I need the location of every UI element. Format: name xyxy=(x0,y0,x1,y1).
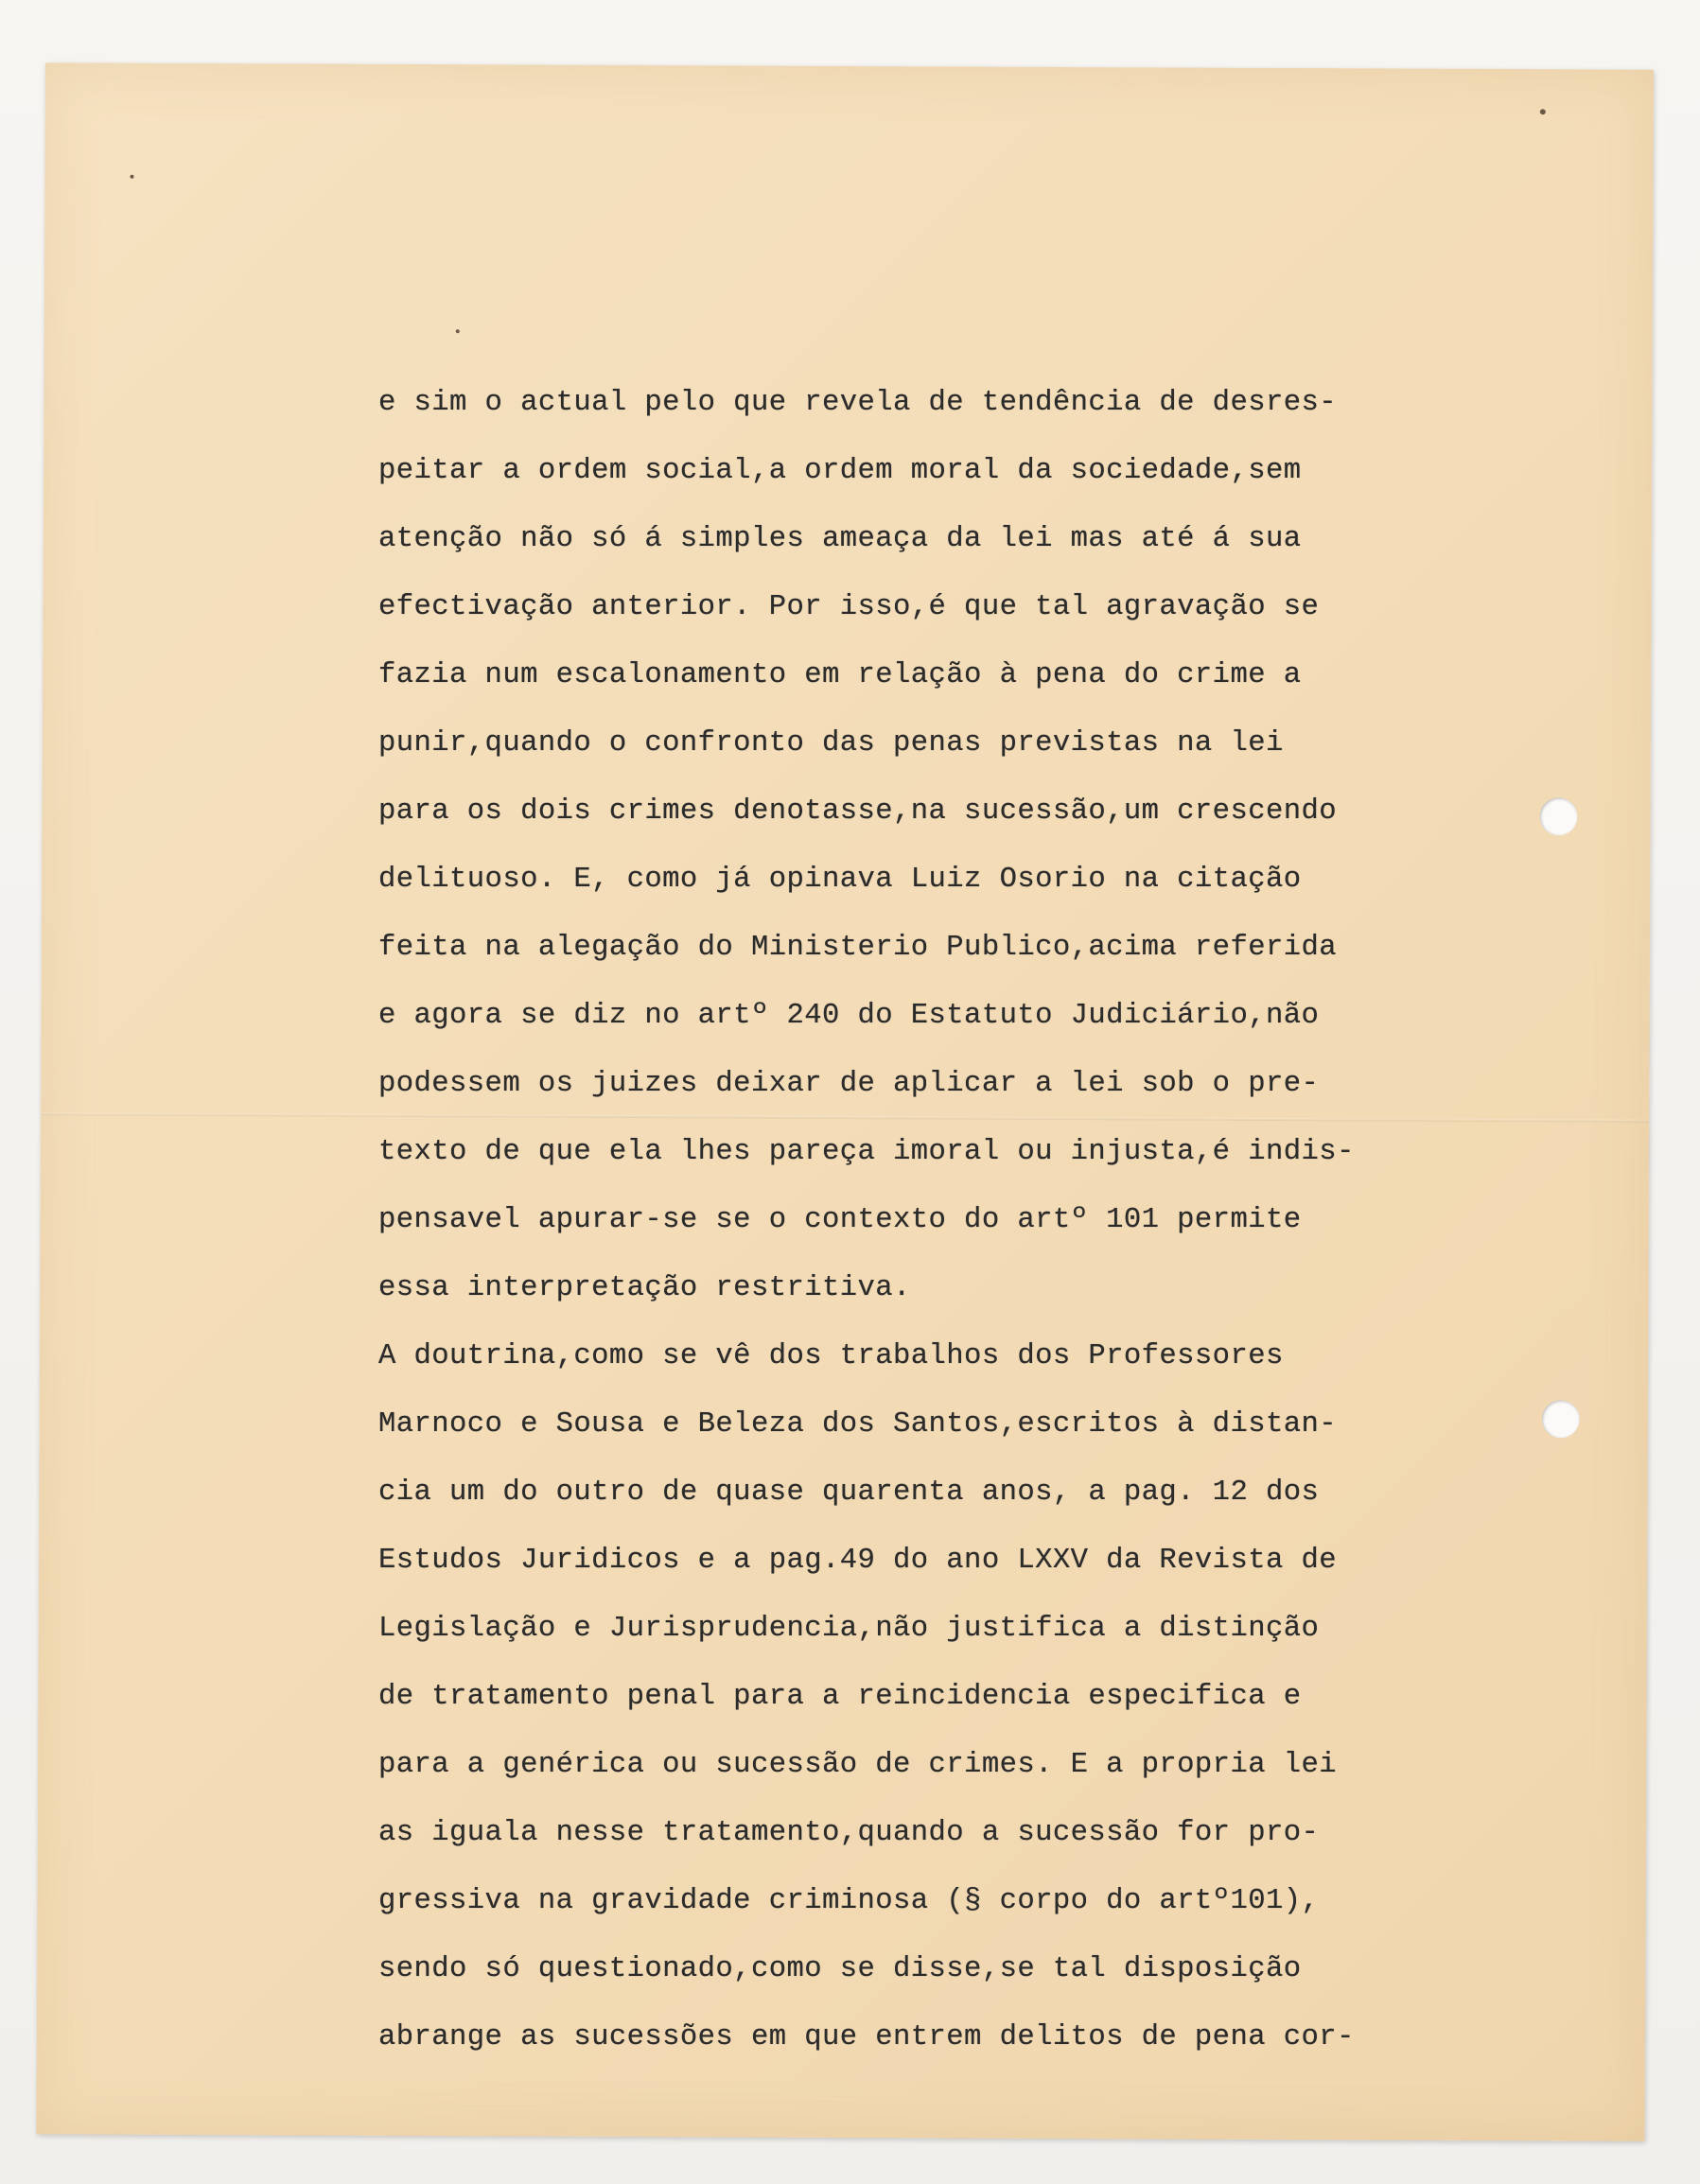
text-line: para os dois crimes denotasse,na sucessão,um crescendo xyxy=(378,795,1337,828)
text-line: e sim o actual pelo que revela de tendência de desres- xyxy=(378,387,1337,419)
text-line: Marnoco e Sousa e Beleza dos Santos,escritos à distan- xyxy=(378,1408,1337,1441)
punch-hole xyxy=(1542,1400,1580,1438)
text-line: pensavel apurar-se se o contexto do artº 101 permite xyxy=(378,1204,1302,1236)
paper-speck xyxy=(130,175,133,179)
body-text xyxy=(378,369,1428,2071)
text-line: de tratamento penal para a reincidencia especifica e xyxy=(378,1681,1302,1713)
text-line: para a genérica ou sucessão de crimes. E a propria lei xyxy=(378,1749,1337,1781)
text-line: fazia num escalonamento em relação à pena do crime a xyxy=(378,659,1302,691)
text-line: punir,quando o confronto das penas previstas na lei xyxy=(378,727,1284,760)
paper-speck xyxy=(456,329,460,333)
text-line: e agora se diz no artº 240 do Estatuto Judiciário,não xyxy=(378,1000,1320,1032)
text-line: A doutrina,como se vê dos trabalhos dos Professores xyxy=(378,1340,1284,1372)
text-line: Legislação e Jurisprudencia,não justifica a distinção xyxy=(378,1613,1320,1645)
text-line: podessem os juizes deixar de aplicar a lei sob o pre- xyxy=(378,1068,1320,1100)
text-line: abrange as sucessões em que entrem delitos de pena cor- xyxy=(378,2021,1355,2053)
text-line: feita na alegação do Ministerio Publico,acima referida xyxy=(378,932,1337,964)
paper-speck xyxy=(1540,109,1546,114)
punch-hole xyxy=(1539,797,1577,835)
text-line: atenção não só á simples ameaça da lei mas até á sua xyxy=(378,523,1302,555)
text-line: as iguala nesse tratamento,quando a sucessão for pro- xyxy=(378,1817,1320,1849)
text-line: efectivação anterior. Por isso,é que tal agravação se xyxy=(378,591,1320,623)
text-line: essa interpretação restritiva. xyxy=(378,1272,911,1304)
text-line: cia um do outro de quase quarenta anos, a pag. 12 dos xyxy=(378,1476,1320,1509)
text-line: gressiva na gravidade criminosa (§ corpo do artº101), xyxy=(378,1885,1320,1917)
text-line: delituoso. E, como já opinava Luiz Osorio na citação xyxy=(378,864,1302,896)
text-line: sendo só questionado,como se disse,se tal disposição xyxy=(378,1953,1302,1985)
text-line: texto de que ela lhes pareça imoral ou injusta,é indis- xyxy=(378,1136,1355,1168)
text-line: peitar a ordem social,a ordem moral da sociedade,sem xyxy=(378,455,1302,487)
text-line: Estudos Juridicos e a pag.49 do ano LXXV da Revista de xyxy=(378,1545,1337,1577)
